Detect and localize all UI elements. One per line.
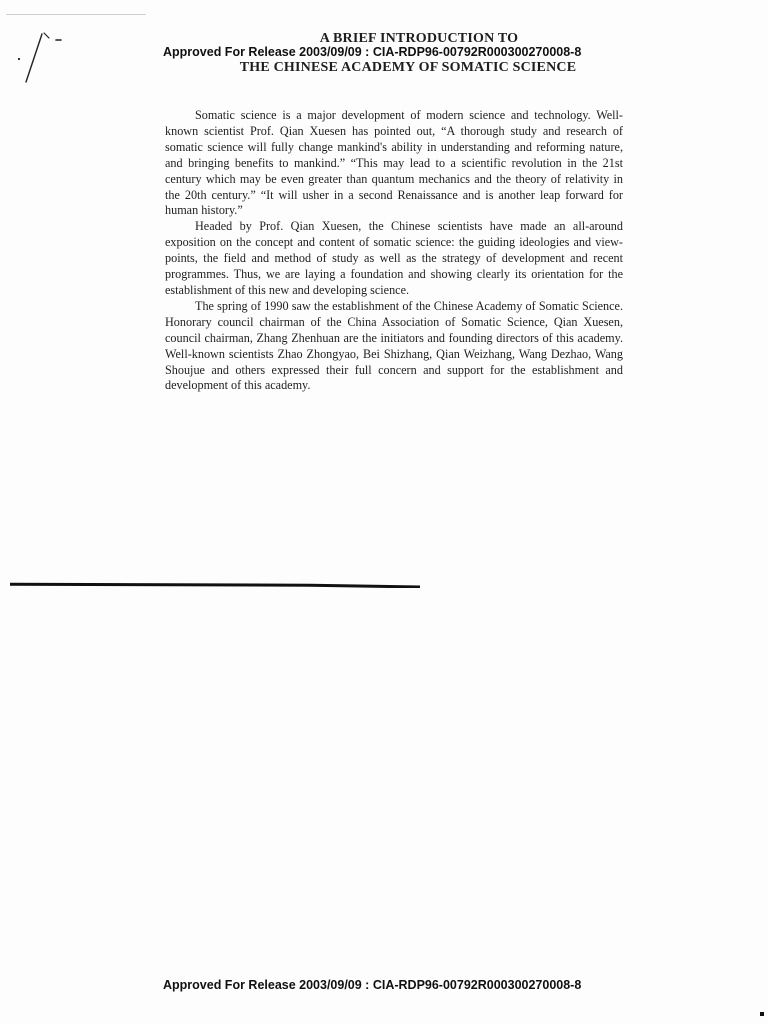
- document-body: [165, 108, 623, 394]
- scan-artifact-line: [6, 14, 146, 15]
- horizontal-scan-rule: [10, 582, 420, 588]
- document-title-line-1: A BRIEF INTRODUCTION TO: [319, 31, 519, 46]
- document-title-line-2: THE CHINESE ACADEMY OF SOMATIC SCIENCE: [239, 60, 577, 75]
- body-paragraph-1: Somatic science is a major development of modern science and technology. Well-known scientist Prof. Qian Xuesen has pointed out, “A thorough study and research of somatic science will fully change mankind's ability in understanding and reforming nature, and bringing benefits to mankind.” “This may lead to a scientific revolution in the 21st century which may be even greater than quantum mechanics and the theory of relativity in the 20th century.” “It will usher in a second Renaissance and is another leap forward for human history.”: [165, 108, 623, 218]
- body-paragraph-3: The spring of 1990 saw the establishment of the Chinese Academy of Somatic Science. Honorary council chairman of the China Association of Somatic Science, Qian Xuesen, council chairman, Zhang Zhenhuan are the initiators and founding directors of this academy. Well-known scientists Zhao Zhongyao, Bei Shizhang, Qian Weizhang, Wang Dezhao, Wang Shoujue and others expressed their full concern and support for the establishment and development of this academy.: [165, 298, 623, 393]
- scan-speck: [760, 1012, 764, 1016]
- release-stamp-top: Approved For Release 2003/09/09 : CIA-RDP96-00792R000300270008-8: [163, 45, 582, 59]
- release-stamp-bottom: Approved For Release 2003/09/09 : CIA-RDP96-00792R000300270008-8: [163, 978, 582, 992]
- body-paragraph-2: Headed by Prof. Qian Xuesen, the Chinese scientists have made an all-around exposition on the concept and content of somatic science: the guiding ideologies and view-points, the field and method of study as well as the strategy of development and recent programmes. Thus, we are laying a foundation and showing clearly its orientation for the establishment of this new and developing science.: [165, 219, 623, 297]
